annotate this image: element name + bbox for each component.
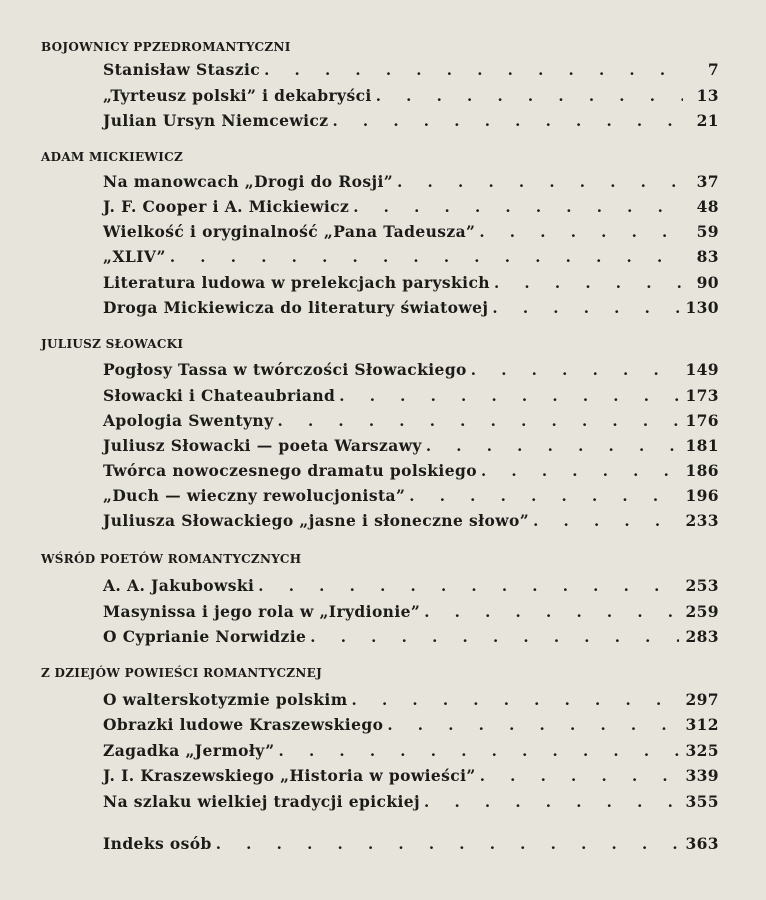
- dot-leader: [409, 487, 679, 505]
- toc-entry: [103, 247, 719, 269]
- entry-page: 21: [696, 111, 719, 130]
- dot-leader: [533, 512, 679, 530]
- entry-page: 181: [685, 436, 719, 455]
- toc-entry: [103, 172, 719, 194]
- entry-title: „Tyrteusz polski” i dekabryści: [103, 86, 372, 105]
- entry-title: Droga Mickiewicza do literatury światowej: [103, 298, 489, 317]
- entry-page: 83: [696, 247, 719, 266]
- toc-entry: [103, 298, 719, 320]
- entry-title: Wielkość i oryginalność „Pana Tadeusza”: [103, 222, 476, 241]
- toc-entry: [103, 273, 719, 295]
- toc-entry: [103, 792, 719, 814]
- entry-page: 149: [685, 360, 719, 379]
- entry-title: Julian Ursyn Niemcewicz: [103, 111, 329, 130]
- dot-leader: [279, 742, 680, 760]
- entry-title: Masynissa i jego rola w „Irydionie”: [103, 602, 421, 621]
- toc-entry: [103, 411, 719, 433]
- dot-leader: [376, 87, 683, 105]
- toc-entry: [103, 86, 719, 108]
- entry-title: Twórca nowoczesnego dramatu polskiego: [103, 461, 477, 480]
- section-title: ADAM MICKIEWICZ: [41, 150, 184, 164]
- toc-entry: [103, 715, 719, 737]
- entry-page: 283: [685, 627, 719, 646]
- entry-page: 325: [685, 741, 719, 760]
- toc-entry: [103, 576, 719, 598]
- toc-entry: [103, 60, 719, 82]
- toc-entry: [103, 486, 719, 508]
- section-title: Z DZIEJÓW POWIEŚCI ROMANTYCZNEJ: [41, 666, 323, 680]
- entry-page: 7: [707, 60, 719, 79]
- entry-page: 173: [685, 386, 719, 405]
- dot-leader: [424, 603, 679, 621]
- dot-leader: [264, 61, 683, 79]
- toc-entry: [103, 461, 719, 483]
- entry-title: Apologia Swentyny: [103, 411, 274, 430]
- toc-entry: [103, 627, 719, 649]
- entry-title: Stanisław Staszic: [103, 60, 261, 79]
- toc-entry: [103, 111, 719, 133]
- entry-title: Słowacki i Chateaubriand: [103, 386, 336, 405]
- toc-entry: [103, 741, 719, 763]
- section-title: BOJOWNICY PPZEDROMANTYCZNI: [41, 40, 291, 54]
- entry-page: 186: [685, 461, 719, 480]
- entry-page: 259: [685, 602, 719, 621]
- toc-entry: [103, 222, 719, 244]
- entry-page: 363: [685, 834, 719, 853]
- entry-title: Zagadka „Jermoły”: [103, 741, 275, 760]
- entry-page: 297: [685, 690, 719, 709]
- entry-title: „XLIV”: [103, 247, 166, 266]
- entry-page: 312: [685, 715, 719, 734]
- toc-entry-index: [103, 834, 719, 856]
- dot-leader: [258, 577, 679, 595]
- dot-leader: [397, 173, 683, 191]
- entry-title: „Duch — wieczny rewolucjonista”: [103, 486, 406, 505]
- entry-page: 48: [696, 197, 719, 216]
- section-title: WŚRÓD POETÓW ROMANTYCZNYCH: [41, 552, 302, 566]
- entry-page: 339: [685, 766, 719, 785]
- entry-title: Na szlaku wielkiej tradycji epickiej: [103, 792, 421, 811]
- dot-leader: [494, 274, 683, 292]
- dot-leader: [481, 462, 679, 480]
- entry-page: 13: [696, 86, 719, 105]
- entry-title: Juliusza Słowackiego „jasne i słoneczne słowo”: [103, 511, 530, 530]
- entry-title: Na manowcach „Drogi do Rosji”: [103, 172, 394, 191]
- entry-title: J. I. Kraszewskiego „Historia w powieści”: [103, 766, 476, 785]
- toc-entry: [103, 766, 719, 788]
- dot-leader: [170, 248, 683, 266]
- entry-page: 253: [685, 576, 719, 595]
- dot-leader: [332, 112, 683, 130]
- toc-entry: [103, 360, 719, 382]
- entry-page: 196: [685, 486, 719, 505]
- dot-leader: [352, 691, 680, 709]
- dot-leader: [426, 437, 680, 455]
- dot-leader: [310, 628, 679, 646]
- toc-entry: [103, 602, 719, 624]
- entry-title: J. F. Cooper i A. Mickiewicz: [103, 197, 350, 216]
- entry-page: 233: [685, 511, 719, 530]
- entry-title: A. A. Jakubowski: [103, 576, 255, 595]
- section-title: JULIUSZ SŁOWACKI: [41, 337, 184, 351]
- entry-title: Indeks osób: [103, 834, 212, 853]
- entry-page: 59: [696, 222, 719, 241]
- dot-leader: [353, 198, 683, 216]
- entry-page: 355: [685, 792, 719, 811]
- dot-leader: [471, 361, 680, 379]
- entry-title: Obrazki ludowe Kraszewskiego: [103, 715, 384, 734]
- dot-leader: [278, 412, 680, 430]
- dot-leader: [387, 716, 679, 734]
- toc-entry: [103, 690, 719, 712]
- entry-page: 176: [685, 411, 719, 430]
- dot-leader: [216, 835, 680, 853]
- entry-title: Pogłosy Tassa w twórczości Słowackiego: [103, 360, 467, 379]
- entry-title: O Cyprianie Norwidzie: [103, 627, 307, 646]
- toc-entry: [103, 386, 719, 408]
- dot-leader: [339, 387, 679, 405]
- entry-title: Juliusz Słowacki — poeta Warszawy: [103, 436, 422, 455]
- dot-leader: [424, 793, 679, 811]
- dot-leader: [492, 299, 679, 317]
- toc-entry: [103, 197, 719, 219]
- entry-title: O walterskotyzmie polskim: [103, 690, 348, 709]
- dot-leader: [479, 223, 683, 241]
- toc-entry: [103, 436, 719, 458]
- entry-page: 130: [685, 298, 719, 317]
- entry-page: 90: [696, 273, 719, 292]
- entry-title: Literatura ludowa w prelekcjach paryskich: [103, 273, 490, 292]
- entry-page: 37: [696, 172, 719, 191]
- toc-entry: [103, 511, 719, 533]
- dot-leader: [480, 767, 680, 785]
